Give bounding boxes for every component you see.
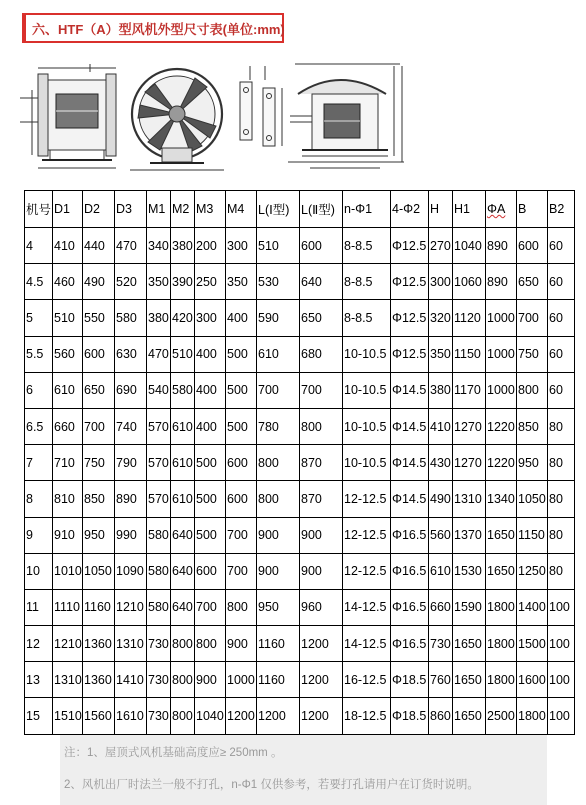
table-cell: Φ12.5	[391, 300, 429, 336]
note-1: 注：1、屋顶式风机基础高度应≥ 250mm 。	[64, 747, 283, 759]
table-cell: 1040	[195, 698, 226, 734]
table-cell: 580	[115, 300, 147, 336]
header-row	[25, 191, 575, 228]
table-cell: 1040	[453, 228, 486, 264]
side-view-drawing	[20, 64, 116, 168]
table-cell: 780	[257, 408, 300, 444]
roof-fan-drawing	[288, 64, 404, 168]
table-cell: 10-10.5	[343, 408, 391, 444]
table-cell: 1000	[486, 336, 517, 372]
table-cell: 640	[171, 517, 195, 553]
table-cell: Φ12.5	[391, 264, 429, 300]
table-row	[25, 445, 575, 481]
table-cell: 10-10.5	[343, 445, 391, 481]
table-cell: Φ14.5	[391, 408, 429, 444]
table-cell: 500	[195, 481, 226, 517]
table-cell: 1200	[300, 662, 343, 698]
header-cell: M4	[226, 191, 257, 228]
table-cell: 390	[171, 264, 195, 300]
section-title-box	[22, 13, 284, 43]
table-cell: 660	[53, 408, 83, 444]
table-cell: 1530	[453, 553, 486, 589]
table-cell: Φ16.5	[391, 553, 429, 589]
table-cell: 400	[195, 372, 226, 408]
table-row	[25, 372, 575, 408]
header-cell: B2	[548, 191, 575, 228]
dimension-table	[24, 190, 575, 735]
table-cell: 650	[517, 264, 548, 300]
table-cell: 8-8.5	[343, 264, 391, 300]
section-title: 六、HTF（A）型风机外型尺寸表(单位:mm)	[32, 21, 285, 37]
table-cell: 580	[147, 517, 171, 553]
table-cell: 60	[548, 336, 575, 372]
header-cell: H	[429, 191, 453, 228]
table-cell: 400	[226, 300, 257, 336]
table-cell: 600	[226, 481, 257, 517]
table-cell: 1000	[486, 300, 517, 336]
table-cell: 640	[171, 589, 195, 625]
table-cell: 870	[300, 481, 343, 517]
table-cell: 8	[25, 481, 53, 517]
technical-drawings-svg	[20, 60, 550, 175]
table-cell: 950	[83, 517, 115, 553]
table-cell: 14-12.5	[343, 589, 391, 625]
table-cell: 1650	[486, 553, 517, 589]
table-cell: 1170	[453, 372, 486, 408]
table-cell: 900	[300, 553, 343, 589]
table-cell: 1650	[453, 698, 486, 734]
table-cell: 60	[548, 300, 575, 336]
table-cell: 300	[195, 300, 226, 336]
table-cell: 300	[226, 228, 257, 264]
table-cell: 470	[147, 336, 171, 372]
table-cell: 1150	[517, 517, 548, 553]
header-cell: 机号	[25, 191, 53, 228]
table-cell: 1410	[115, 662, 147, 698]
table-cell: 10	[25, 553, 53, 589]
table-cell: 200	[195, 228, 226, 264]
table-cell: 8-8.5	[343, 300, 391, 336]
table-cell: 890	[115, 481, 147, 517]
front-view-drawing	[130, 69, 224, 170]
table-row	[25, 517, 575, 553]
table-cell: 430	[429, 445, 453, 481]
table-cell: 760	[429, 662, 453, 698]
header-cell: M3	[195, 191, 226, 228]
table-cell: 13	[25, 662, 53, 698]
table-cell: 900	[257, 553, 300, 589]
table-cell: 950	[257, 589, 300, 625]
table-cell: 1000	[486, 372, 517, 408]
table-cell: 490	[83, 264, 115, 300]
table-cell: 610	[171, 481, 195, 517]
table-cell: Φ12.5	[391, 336, 429, 372]
table-cell: 900	[195, 662, 226, 698]
table-cell: 900	[226, 626, 257, 662]
table-cell: 640	[171, 553, 195, 589]
table-cell: 610	[53, 372, 83, 408]
table-cell: 600	[195, 553, 226, 589]
table-cell: 5	[25, 300, 53, 336]
table-cell: 1360	[83, 626, 115, 662]
table-cell: 80	[548, 445, 575, 481]
table-cell: 1650	[453, 662, 486, 698]
table-cell: 380	[171, 228, 195, 264]
table-cell: 750	[83, 445, 115, 481]
table-cell: 800	[226, 589, 257, 625]
table-cell: 1120	[453, 300, 486, 336]
table-cell: 1310	[53, 662, 83, 698]
table-cell: 790	[115, 445, 147, 481]
table-row	[25, 228, 575, 264]
table-cell: 80	[548, 517, 575, 553]
table-cell: 1800	[486, 626, 517, 662]
table-cell: 1060	[453, 264, 486, 300]
table-cell: 650	[83, 372, 115, 408]
table-cell: 1200	[300, 626, 343, 662]
table-cell: 500	[226, 336, 257, 372]
table-cell: 890	[486, 228, 517, 264]
table-cell: 900	[257, 517, 300, 553]
table-cell: 400	[195, 336, 226, 372]
table-cell: 890	[486, 264, 517, 300]
table-cell: Φ14.5	[391, 372, 429, 408]
table-cell: 4.5	[25, 264, 53, 300]
table-cell: 490	[429, 481, 453, 517]
table-cell: 12-12.5	[343, 481, 391, 517]
table-cell: 730	[147, 626, 171, 662]
table-cell: 1110	[53, 589, 83, 625]
table-cell: 500	[195, 517, 226, 553]
table-cell: 500	[226, 372, 257, 408]
table-row	[25, 626, 575, 662]
table-cell: 400	[195, 408, 226, 444]
table-cell: 1200	[257, 698, 300, 734]
table-cell: 7	[25, 445, 53, 481]
table-cell: 510	[53, 300, 83, 336]
table-cell: 580	[147, 589, 171, 625]
table-cell: 300	[429, 264, 453, 300]
table-cell: 900	[300, 517, 343, 553]
table-cell: 560	[53, 336, 83, 372]
table-cell: 570	[147, 408, 171, 444]
table-cell: 700	[226, 517, 257, 553]
table-cell: Φ16.5	[391, 626, 429, 662]
table-row	[25, 698, 575, 734]
table-cell: 800	[171, 662, 195, 698]
table-cell: 5.5	[25, 336, 53, 372]
table-cell: 800	[517, 372, 548, 408]
table-cell: 550	[83, 300, 115, 336]
table-cell: 730	[147, 662, 171, 698]
table-cell: 570	[147, 481, 171, 517]
table-cell: 9	[25, 517, 53, 553]
table-cell: 410	[429, 408, 453, 444]
table-cell: 990	[115, 517, 147, 553]
table-cell: 12	[25, 626, 53, 662]
note-2: 2、风机出厂时法兰一般不打孔，n-Φ1 仅供参考，若要打孔请用户在订货时说明。	[64, 779, 479, 791]
table-cell: 1510	[53, 698, 83, 734]
table-cell: 4	[25, 228, 53, 264]
table-cell: 10-10.5	[343, 336, 391, 372]
table-cell: 1250	[517, 553, 548, 589]
table-cell: 1650	[486, 517, 517, 553]
table-cell: 1200	[226, 698, 257, 734]
mounting-bracket-drawing	[240, 66, 282, 146]
table-cell: 600	[517, 228, 548, 264]
table-cell: 510	[257, 228, 300, 264]
table-cell: 1610	[115, 698, 147, 734]
table-cell: 380	[429, 372, 453, 408]
table-cell: 590	[257, 300, 300, 336]
table-row	[25, 589, 575, 625]
header-cell: H1	[453, 191, 486, 228]
table-cell: Φ14.5	[391, 445, 429, 481]
table-cell: 800	[257, 445, 300, 481]
table-cell: 350	[429, 336, 453, 372]
table-cell: 740	[115, 408, 147, 444]
table-cell: 510	[171, 336, 195, 372]
table-row	[25, 662, 575, 698]
table-cell: 1340	[486, 481, 517, 517]
table-row	[25, 300, 575, 336]
table-cell: 500	[226, 408, 257, 444]
table-cell: 530	[257, 264, 300, 300]
table-row	[25, 481, 575, 517]
table-row	[25, 553, 575, 589]
table-cell: 1500	[517, 626, 548, 662]
table-cell: 730	[429, 626, 453, 662]
table-row	[25, 336, 575, 372]
table-cell: 650	[300, 300, 343, 336]
table-cell: 570	[147, 445, 171, 481]
table-cell: 1160	[257, 662, 300, 698]
table-cell: 710	[53, 445, 83, 481]
notes-panel	[60, 735, 547, 805]
table-cell: 1310	[453, 481, 486, 517]
table-cell: 500	[195, 445, 226, 481]
table-cell: 470	[115, 228, 147, 264]
table-cell: 1600	[517, 662, 548, 698]
table-cell: 680	[300, 336, 343, 372]
table-cell: 1220	[486, 445, 517, 481]
table-cell: 700	[300, 372, 343, 408]
table-cell: 1010	[53, 553, 83, 589]
table-cell: 540	[147, 372, 171, 408]
table-cell: 560	[429, 517, 453, 553]
table-cell: 11	[25, 589, 53, 625]
table-cell: 800	[300, 408, 343, 444]
table-cell: 700	[517, 300, 548, 336]
table-cell: 1150	[453, 336, 486, 372]
table-cell: 910	[53, 517, 83, 553]
table-cell: 380	[147, 300, 171, 336]
table-cell: 18-12.5	[343, 698, 391, 734]
table-cell: 80	[548, 408, 575, 444]
table-cell: 2500	[486, 698, 517, 734]
table-cell: 730	[147, 698, 171, 734]
table-cell: 1400	[517, 589, 548, 625]
table-cell: 700	[83, 408, 115, 444]
table-cell: 1560	[83, 698, 115, 734]
table-cell: 630	[115, 336, 147, 372]
header-cell: L(Ⅱ型)	[300, 191, 343, 228]
table-cell: 520	[115, 264, 147, 300]
table-cell: 8-8.5	[343, 228, 391, 264]
table-cell: 1090	[115, 553, 147, 589]
header-cell: M1	[147, 191, 171, 228]
header-cell: D1	[53, 191, 83, 228]
table-cell: 750	[517, 336, 548, 372]
table-cell: 350	[147, 264, 171, 300]
table-cell: Φ18.5	[391, 662, 429, 698]
table-cell: 410	[53, 228, 83, 264]
table-cell: 580	[171, 372, 195, 408]
table-cell: 420	[171, 300, 195, 336]
header-cell: n-Φ1	[343, 191, 391, 228]
table-cell: 100	[548, 698, 575, 734]
table-cell: 60	[548, 264, 575, 300]
table-cell: 1650	[453, 626, 486, 662]
header-cell: B	[517, 191, 548, 228]
table-cell: 15	[25, 698, 53, 734]
header-cell: L(Ⅰ型)	[257, 191, 300, 228]
table-cell: 14-12.5	[343, 626, 391, 662]
header-cell: D3	[115, 191, 147, 228]
table-cell: 850	[517, 408, 548, 444]
table-cell: 600	[83, 336, 115, 372]
table-cell: 1270	[453, 408, 486, 444]
table-cell: 100	[548, 589, 575, 625]
table-cell: 1210	[53, 626, 83, 662]
table-cell: 12-12.5	[343, 553, 391, 589]
table-cell: 950	[517, 445, 548, 481]
table-cell: 800	[257, 481, 300, 517]
table-cell: 610	[257, 336, 300, 372]
table-cell: 1590	[453, 589, 486, 625]
table-cell: 440	[83, 228, 115, 264]
table-cell: 600	[226, 445, 257, 481]
table-cell: 610	[171, 445, 195, 481]
table-cell: 800	[171, 626, 195, 662]
header-cell: 4-Φ2	[391, 191, 429, 228]
table-cell: 1160	[257, 626, 300, 662]
table-cell: 270	[429, 228, 453, 264]
table-cell: 1800	[486, 589, 517, 625]
table-cell: 10-10.5	[343, 372, 391, 408]
table-cell: 6	[25, 372, 53, 408]
table-cell: 700	[195, 589, 226, 625]
table-cell: 660	[429, 589, 453, 625]
table-cell: 600	[300, 228, 343, 264]
table-cell: 340	[147, 228, 171, 264]
table-cell: 6.5	[25, 408, 53, 444]
table-cell: 60	[548, 228, 575, 264]
table-cell: 250	[195, 264, 226, 300]
table-cell: Φ12.5	[391, 228, 429, 264]
table-cell: 690	[115, 372, 147, 408]
table-cell: 1050	[83, 553, 115, 589]
table-cell: 100	[548, 626, 575, 662]
header-cell: ΦA	[486, 191, 517, 228]
table-cell: 870	[300, 445, 343, 481]
table-cell: 1220	[486, 408, 517, 444]
table-cell: 1370	[453, 517, 486, 553]
table-cell: Φ16.5	[391, 517, 429, 553]
table-cell: 1360	[83, 662, 115, 698]
table-cell: 1000	[226, 662, 257, 698]
table-cell: 700	[257, 372, 300, 408]
table-cell: 460	[53, 264, 83, 300]
table-cell: 80	[548, 553, 575, 589]
table-cell: 60	[548, 372, 575, 408]
table-cell: 350	[226, 264, 257, 300]
table-cell: 1310	[115, 626, 147, 662]
table-cell: 1800	[486, 662, 517, 698]
table-cell: 1200	[300, 698, 343, 734]
table-cell: 100	[548, 662, 575, 698]
header-cell: M2	[171, 191, 195, 228]
table-cell: 320	[429, 300, 453, 336]
table-cell: 580	[147, 553, 171, 589]
table-cell: 850	[83, 481, 115, 517]
table-cell: 1210	[115, 589, 147, 625]
table-cell: 1160	[83, 589, 115, 625]
table-cell: 640	[300, 264, 343, 300]
table-cell: 860	[429, 698, 453, 734]
table-cell: 610	[171, 408, 195, 444]
table-cell: 800	[171, 698, 195, 734]
table-row	[25, 408, 575, 444]
table-cell: 16-12.5	[343, 662, 391, 698]
table-cell: Φ18.5	[391, 698, 429, 734]
table-cell: Φ16.5	[391, 589, 429, 625]
table-cell: 12-12.5	[343, 517, 391, 553]
table-cell: 1800	[517, 698, 548, 734]
header-cell: D2	[83, 191, 115, 228]
table-cell: 960	[300, 589, 343, 625]
table-cell: Φ14.5	[391, 481, 429, 517]
fan-dimension-drawings	[20, 60, 550, 175]
table-cell: 700	[226, 553, 257, 589]
table-cell: 1050	[517, 481, 548, 517]
table-cell: 1270	[453, 445, 486, 481]
table-cell: 610	[429, 553, 453, 589]
table-cell: 800	[195, 626, 226, 662]
table-row	[25, 264, 575, 300]
table-cell: 80	[548, 481, 575, 517]
table-cell: 810	[53, 481, 83, 517]
